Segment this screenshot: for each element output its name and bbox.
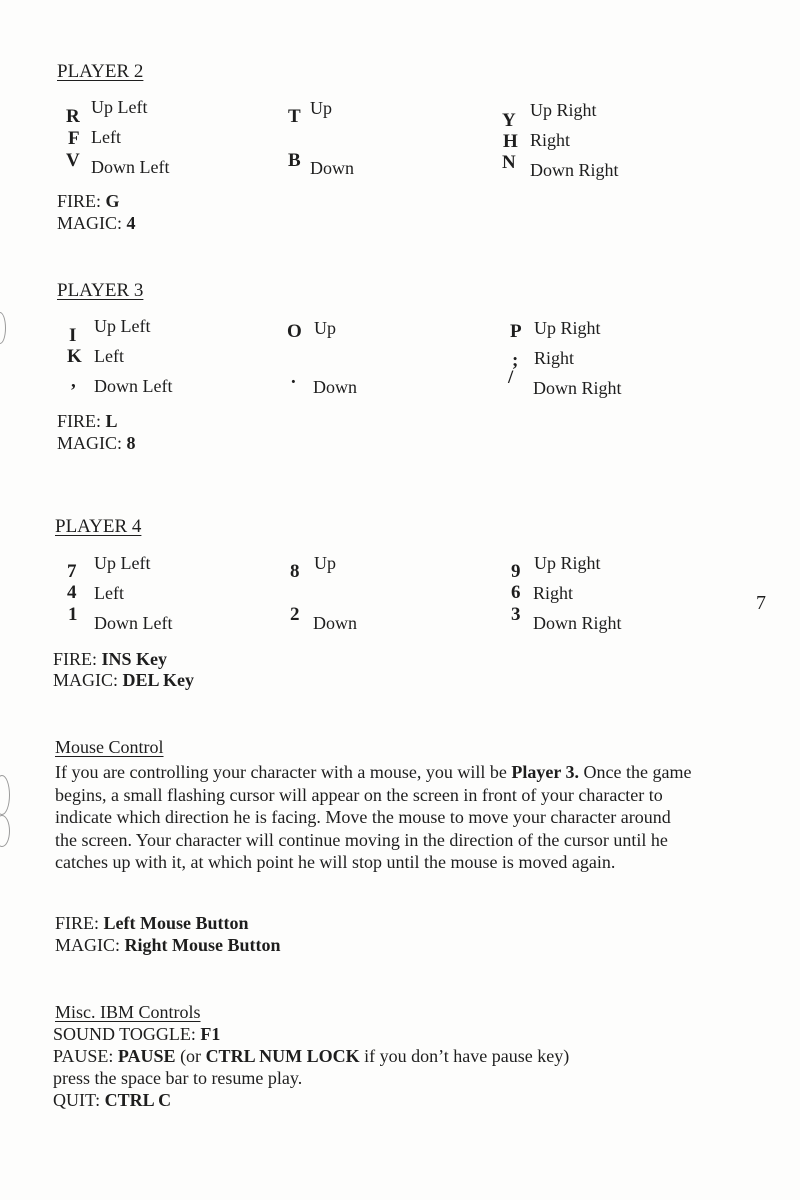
pause-alt-open: (or <box>180 1046 202 1066</box>
fire-label: FIRE: <box>57 411 102 431</box>
pause-alt-close: if you don’t have pause key) <box>364 1046 570 1066</box>
key-label: H <box>503 131 518 152</box>
key-label: , <box>71 371 76 392</box>
direction-label: Up Left <box>91 97 148 117</box>
direction-label: Left <box>91 127 121 147</box>
key-label: 7 <box>67 561 77 582</box>
magic-label: MAGIC: <box>57 433 123 453</box>
key-label: . <box>291 367 296 388</box>
direction-label: Left <box>94 583 124 603</box>
fire-key: G <box>105 191 120 211</box>
fire-line <box>57 191 120 212</box>
direction-label: Up Right <box>530 100 597 120</box>
key-label: 8 <box>290 561 300 582</box>
key-label: 4 <box>67 582 77 603</box>
magic-key: 8 <box>126 433 136 453</box>
fire-key: INS Key <box>101 649 168 669</box>
direction-label: Left <box>94 346 124 366</box>
fire-line <box>53 649 167 670</box>
quit-line <box>53 1090 171 1111</box>
pause-line <box>53 1046 569 1067</box>
key-label: 6 <box>511 582 521 603</box>
magic-line <box>53 670 194 691</box>
direction-label: Down <box>313 377 357 397</box>
direction-label: Down <box>310 158 354 178</box>
direction-label: Up Left <box>94 316 151 336</box>
mouse-control-heading: Mouse Control <box>55 737 164 757</box>
magic-label: MAGIC: <box>55 935 121 955</box>
magic-line <box>57 213 136 234</box>
edge-mark <box>0 312 6 344</box>
direction-label: Up <box>314 553 336 573</box>
misc-controls-heading: Misc. IBM Controls <box>55 1002 201 1022</box>
pause-label: PAUSE: <box>53 1046 114 1066</box>
fire-label: FIRE: <box>55 913 100 933</box>
magic-line <box>57 433 136 454</box>
key-label: P <box>510 321 522 342</box>
sound-label: SOUND TOGGLE: <box>53 1024 196 1044</box>
direction-label: Up <box>314 318 336 338</box>
resume-line: press the space bar to resume play. <box>53 1068 303 1088</box>
sound-toggle-line <box>53 1024 220 1045</box>
direction-label: Down Left <box>94 613 173 633</box>
fire-label: FIRE: <box>53 649 98 669</box>
fire-key: L <box>105 411 118 431</box>
key-label: F <box>68 128 80 149</box>
magic-key: 4 <box>126 213 136 233</box>
key-label: 2 <box>290 604 300 625</box>
mouse-control-text <box>55 761 695 874</box>
pause-alt-key: CTRL NUM LOCK <box>205 1046 360 1066</box>
mouse-control-paragraph <box>55 761 695 874</box>
key-label: N <box>502 152 516 173</box>
mouse-player: Player 3. <box>511 762 580 782</box>
quit-label: QUIT: <box>53 1090 101 1110</box>
direction-label: Down Left <box>94 376 173 396</box>
key-label: B <box>288 150 301 171</box>
key-label: T <box>288 106 301 127</box>
direction-label: Up Right <box>534 318 601 338</box>
fire-line <box>57 411 118 432</box>
player-3-heading: PLAYER 3 <box>57 280 144 301</box>
edge-mark <box>0 815 10 847</box>
page-number: 7 <box>756 592 766 614</box>
key-label: ; <box>512 350 519 371</box>
magic-value: Right Mouse Button <box>124 935 281 955</box>
player-2-heading: PLAYER 2 <box>57 61 144 82</box>
player-4-heading: PLAYER 4 <box>55 516 142 537</box>
direction-label: Down Left <box>91 157 170 177</box>
key-label: R <box>66 106 80 127</box>
pause-value: PAUSE <box>117 1046 176 1066</box>
magic-key: DEL Key <box>122 670 195 690</box>
key-label: 1 <box>68 604 78 625</box>
key-label: I <box>69 325 77 346</box>
direction-label: Up Right <box>534 553 601 573</box>
direction-label: Right <box>534 348 575 368</box>
quit-value: CTRL C <box>104 1090 172 1110</box>
magic-label: MAGIC: <box>53 670 119 690</box>
key-label: V <box>66 150 80 171</box>
key-label: Y <box>502 110 516 131</box>
direction-label: Down Right <box>533 613 622 633</box>
key-label: O <box>287 321 302 342</box>
mouse-intro: If you are controlling your character with a mouse, you will be <box>55 762 507 782</box>
fire-value: Left Mouse Button <box>103 913 249 933</box>
mouse-body: Once the game begins, a small flashing cursor will appear on the screen in front of your character to indicate which direction he is facing. Move the mouse to move your character around the screen. Your character will continue moving in the direction of the cursor until he catches up with it, at which point he will stop until the mouse is moved again. <box>55 762 692 872</box>
direction-label: Right <box>533 583 574 603</box>
mouse-magic-line <box>55 935 281 956</box>
edge-mark <box>0 775 10 815</box>
mouse-fire-line <box>55 913 249 934</box>
magic-label: MAGIC: <box>57 213 123 233</box>
direction-label: Up Left <box>94 553 151 573</box>
key-label: K <box>67 346 82 367</box>
key-label: 9 <box>511 561 521 582</box>
direction-label: Down <box>313 613 357 633</box>
key-label: / <box>508 367 514 388</box>
direction-label: Right <box>530 130 571 150</box>
fire-label: FIRE: <box>57 191 102 211</box>
direction-label: Down Right <box>530 160 619 180</box>
direction-label: Up <box>310 98 332 118</box>
direction-label: Down Right <box>533 378 622 398</box>
key-label: 3 <box>511 604 521 625</box>
sound-value: F1 <box>200 1024 221 1044</box>
